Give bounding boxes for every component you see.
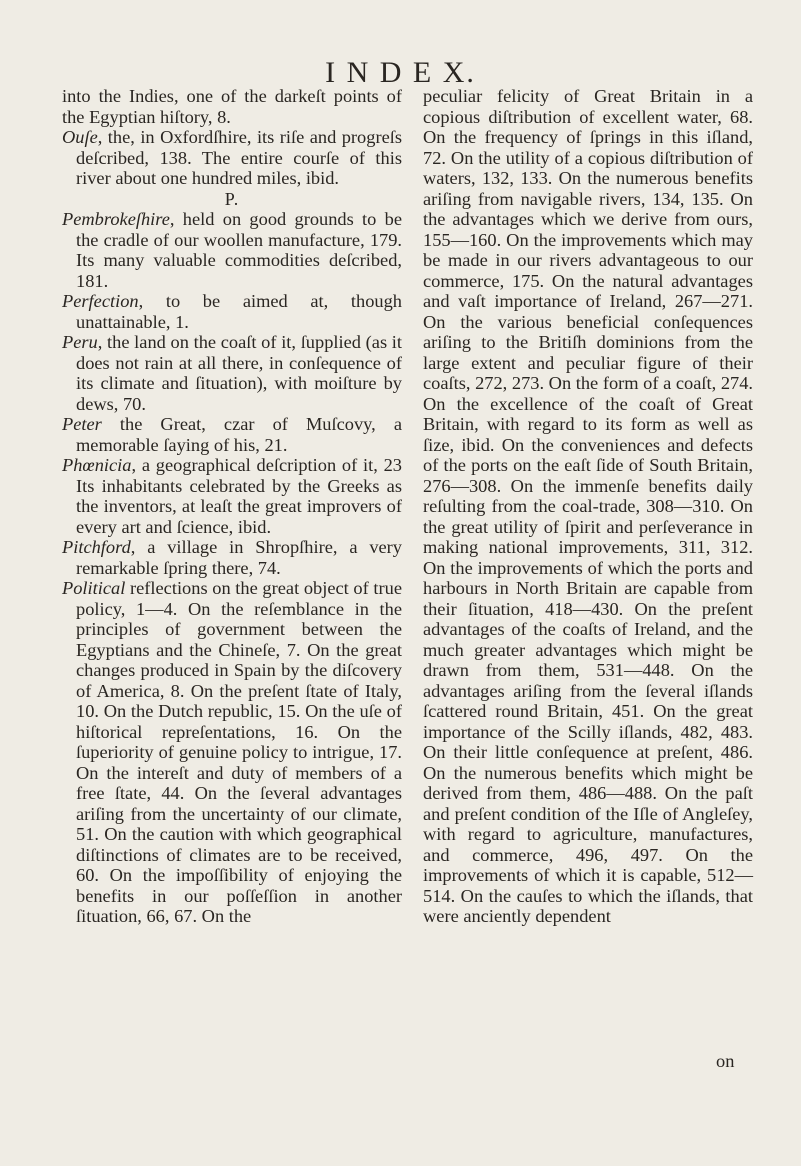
entry-headword: Pitchford <box>62 537 131 557</box>
entry-headword: Ouſe <box>62 127 98 147</box>
entry-headword: Perfection <box>62 291 139 311</box>
index-entry <box>62 209 402 291</box>
catchword: on <box>716 1051 735 1071</box>
right-column <box>423 86 753 927</box>
entry-text: the Great, czar of Muſcovy, a memorable ſaying of his, 21. <box>76 414 402 455</box>
index-entry <box>62 414 402 455</box>
index-entry <box>62 455 402 537</box>
index-entry <box>62 578 402 927</box>
entry-text: reflections on the great object of true policy, 1—4. On the reſemblance in the principles of government between the Egyptians and the Chineſe, 7. On the great changes produced in Spain by the diſcovery of America, 8. On the preſent ſtate of Italy, 10. On the Dutch republic, 15. On the uſe of hiſtorical repreſentations, 16. On the ſuperiority of genuine policy to intrigue, 17. On the intereſt and duty of members of a free ſtate, 44. On the ſeveral advantages ariſing from the uncertainty of our climate, 51. On the caution with which geographical diſtinctions of climates are to be received, 60. On the impoſſibility of enjoying the benefits in our poſſeſſion in another ſituation, 66, 67. On the <box>76 578 402 926</box>
entry-text: , held on good grounds to be the cradle of our woollen manufacture, 179. Its many valuable commodities deſcribed, 181. <box>76 209 402 291</box>
index-entry <box>62 291 402 332</box>
section-letter: P. <box>224 188 240 209</box>
entry-headword: Peter <box>62 414 102 434</box>
index-entry <box>62 127 402 189</box>
running-head: I N D E X. <box>325 56 476 89</box>
continued-entry: into the Indies, one of the darkeſt points of the Egyptian hiſtory, 8. <box>62 86 402 127</box>
entry-text: , the land on the coaſt of it, ſupplied (as it does not rain at all there, in conſequence of its climate and ſituation), with moiſture by dews, 70. <box>76 332 402 414</box>
entry-text: , to be aimed at, though unattainable, 1. <box>76 291 402 332</box>
entry-text: , the, in Oxfordſhire, its riſe and progreſs deſcribed, 138. The entire courſe of this river about one hundred miles, ibid. <box>76 127 402 188</box>
entry-headword: Political <box>62 578 126 598</box>
entry-headword: Pembrokeſhire <box>62 209 170 229</box>
entry-text: , a village in Shropſhire, a very remarkable ſpring there, 74. <box>76 537 402 578</box>
entry-headword: Phœnicia <box>62 455 132 475</box>
entry-text: , a geographical deſcription of it, 23 Its inhabitants celebrated by the Greeks as the inventors, at leaſt the great improvers of every art and ſcience, ibid. <box>76 455 402 537</box>
index-entry <box>62 537 402 578</box>
entry-headword: Peru <box>62 332 98 352</box>
left-column <box>62 86 402 927</box>
index-entry <box>62 332 402 414</box>
continued-entry: peculiar felicity of Great Britain in a copious diſtribution of excellent water, 68. On the frequency of ſprings in this iſland, 72. On the utility of a copious diſtribution of waters, 132, 133. On the numerous benefits ariſing from navigable rivers, 134, 135. On the advantages which we derive from ours, 155—160. On the improvements which may be made in our rivers advantageous to our commerce, 175. On the natural advantages and vaſt importance of Ireland, 267—271. On the various beneficial conſequences ariſing to the Britiſh dominions from the large extent and peculiar figure of their coaſts, 272, 273. On the form of a coaſt, 274. On the excellence of the coaſt of Great Britain, with regard to its form as well as ſize, ibid. On the conveniences and defects of the ports on the eaſt ſide of South Britain, 276—308. On the immenſe benefits daily reſulting from the coal-trade, 308—310. On the great utility of ſpirit and perſeverance in making national improvements, 311, 312. On the improvements of which the ports and harbours in North Britain are capable from their ſituation, 418—430. On the preſent advantages of the coaſts of Ireland, and the much greater advantages which might be drawn from them, 531—448. On the advantages ariſing from the ſeveral iſlands ſcattered round Britain, 451. On the great importance of the Scilly iſlands, 482, 483. On their little conſequence at preſent, 486. On the numerous benefits which might be derived from them, 486—488. On the paſt and preſent condition of the Iſle of Angleſey, with regard to agriculture, manufactures, and commerce, 496, 497. On the improvements of which it is capable, 512—514. On the cauſes to which the iſlands, that were anciently dependent <box>423 86 753 926</box>
